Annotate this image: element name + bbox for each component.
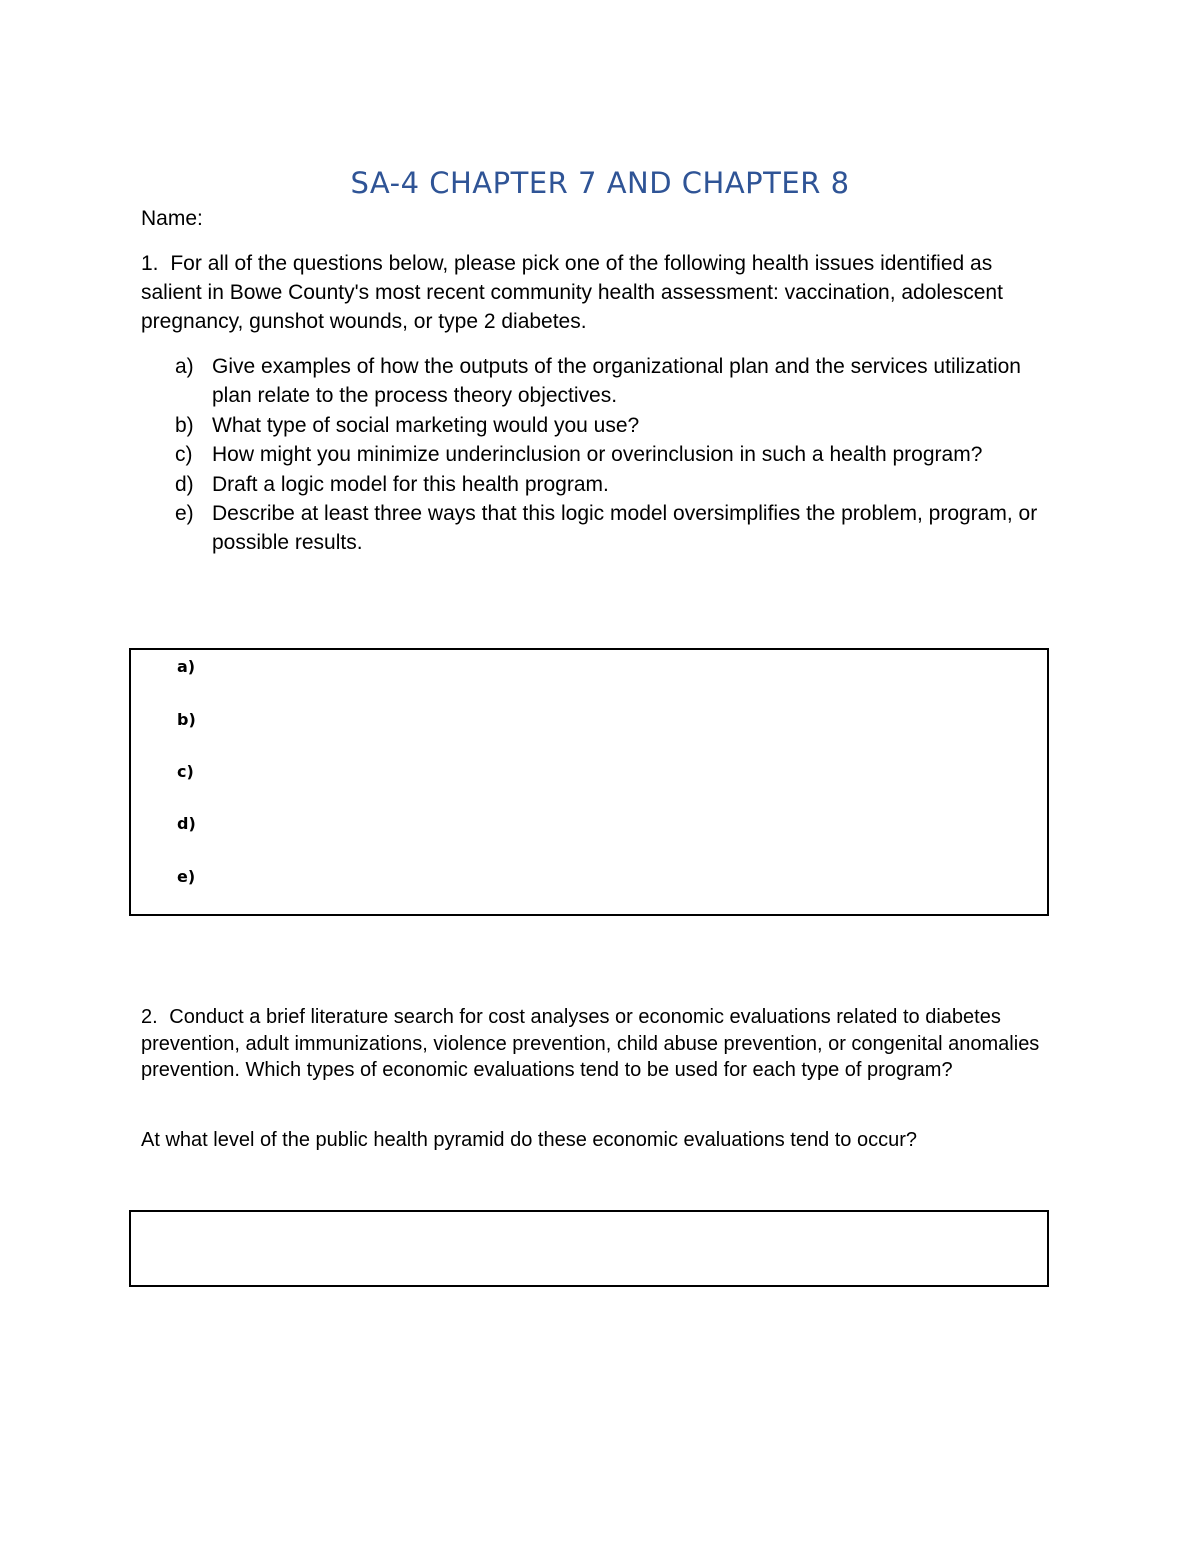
question-2-followup: At what level of the public health pyramid do these economic evaluations tend to occur? bbox=[141, 1129, 918, 1151]
question-2-text: Conduct a brief literature search for cost analyses or economic evaluations related to diabetes prevention, adult immunizations, violence prevention, child abuse prevention, or congenital anomalies prevention. Which types of economic evaluations tend to be used for each type of program? bbox=[141, 1006, 1040, 1081]
subquestion-c bbox=[175, 440, 1055, 469]
subquestion-marker: e) bbox=[175, 502, 194, 526]
answer-label-a: a) bbox=[177, 657, 196, 676]
answer-label-d: d) bbox=[177, 814, 196, 833]
question-1-text: For all of the questions below, please pick one of the following health issues identified as salient in Bowe County's most recent community health assessment: vaccination, adolescent pregnancy, gunshot wounds, or type 2 diabetes. bbox=[141, 252, 1003, 333]
document-title: SA-4 CHAPTER 7 AND CHAPTER 8 bbox=[350, 166, 850, 200]
subquestion-text: Draft a logic model for this health program. bbox=[212, 472, 609, 496]
subquestion-text: Describe at least three ways that this logic model oversimplifies the problem, program, or possible results. bbox=[212, 502, 1038, 555]
question-1 bbox=[141, 249, 1041, 336]
subquestion-text: How might you minimize underinclusion or overinclusion in such a health program? bbox=[212, 443, 983, 467]
subquestion-marker: d) bbox=[175, 472, 194, 496]
subquestion-marker: a) bbox=[175, 355, 194, 378]
subquestion-text: What type of social marketing would you use? bbox=[212, 413, 640, 437]
name-label: Name: bbox=[141, 207, 203, 230]
question-1-number: 1. bbox=[141, 252, 159, 275]
subquestion-a bbox=[175, 352, 1055, 411]
subquestion-marker: c) bbox=[175, 443, 193, 467]
answer-label-e: e) bbox=[177, 867, 196, 886]
subquestion-b bbox=[175, 411, 1055, 440]
subquestion-e bbox=[175, 499, 1055, 558]
question-2-number: 2. bbox=[141, 1006, 158, 1028]
subquestion-d bbox=[175, 470, 1055, 499]
answer-box-question-2[interactable] bbox=[129, 1210, 1049, 1287]
answer-label-b: b) bbox=[177, 710, 196, 729]
question-2 bbox=[141, 1004, 1066, 1084]
subquestion-marker: b) bbox=[175, 413, 194, 437]
subquestion-text: Give examples of how the outputs of the organizational plan and the services utilization plan relate to the process theory objectives. bbox=[212, 355, 1021, 408]
question-1-subquestions bbox=[175, 352, 1055, 558]
answer-label-c: c) bbox=[177, 762, 194, 781]
answer-box-question-1[interactable] bbox=[129, 648, 1049, 916]
